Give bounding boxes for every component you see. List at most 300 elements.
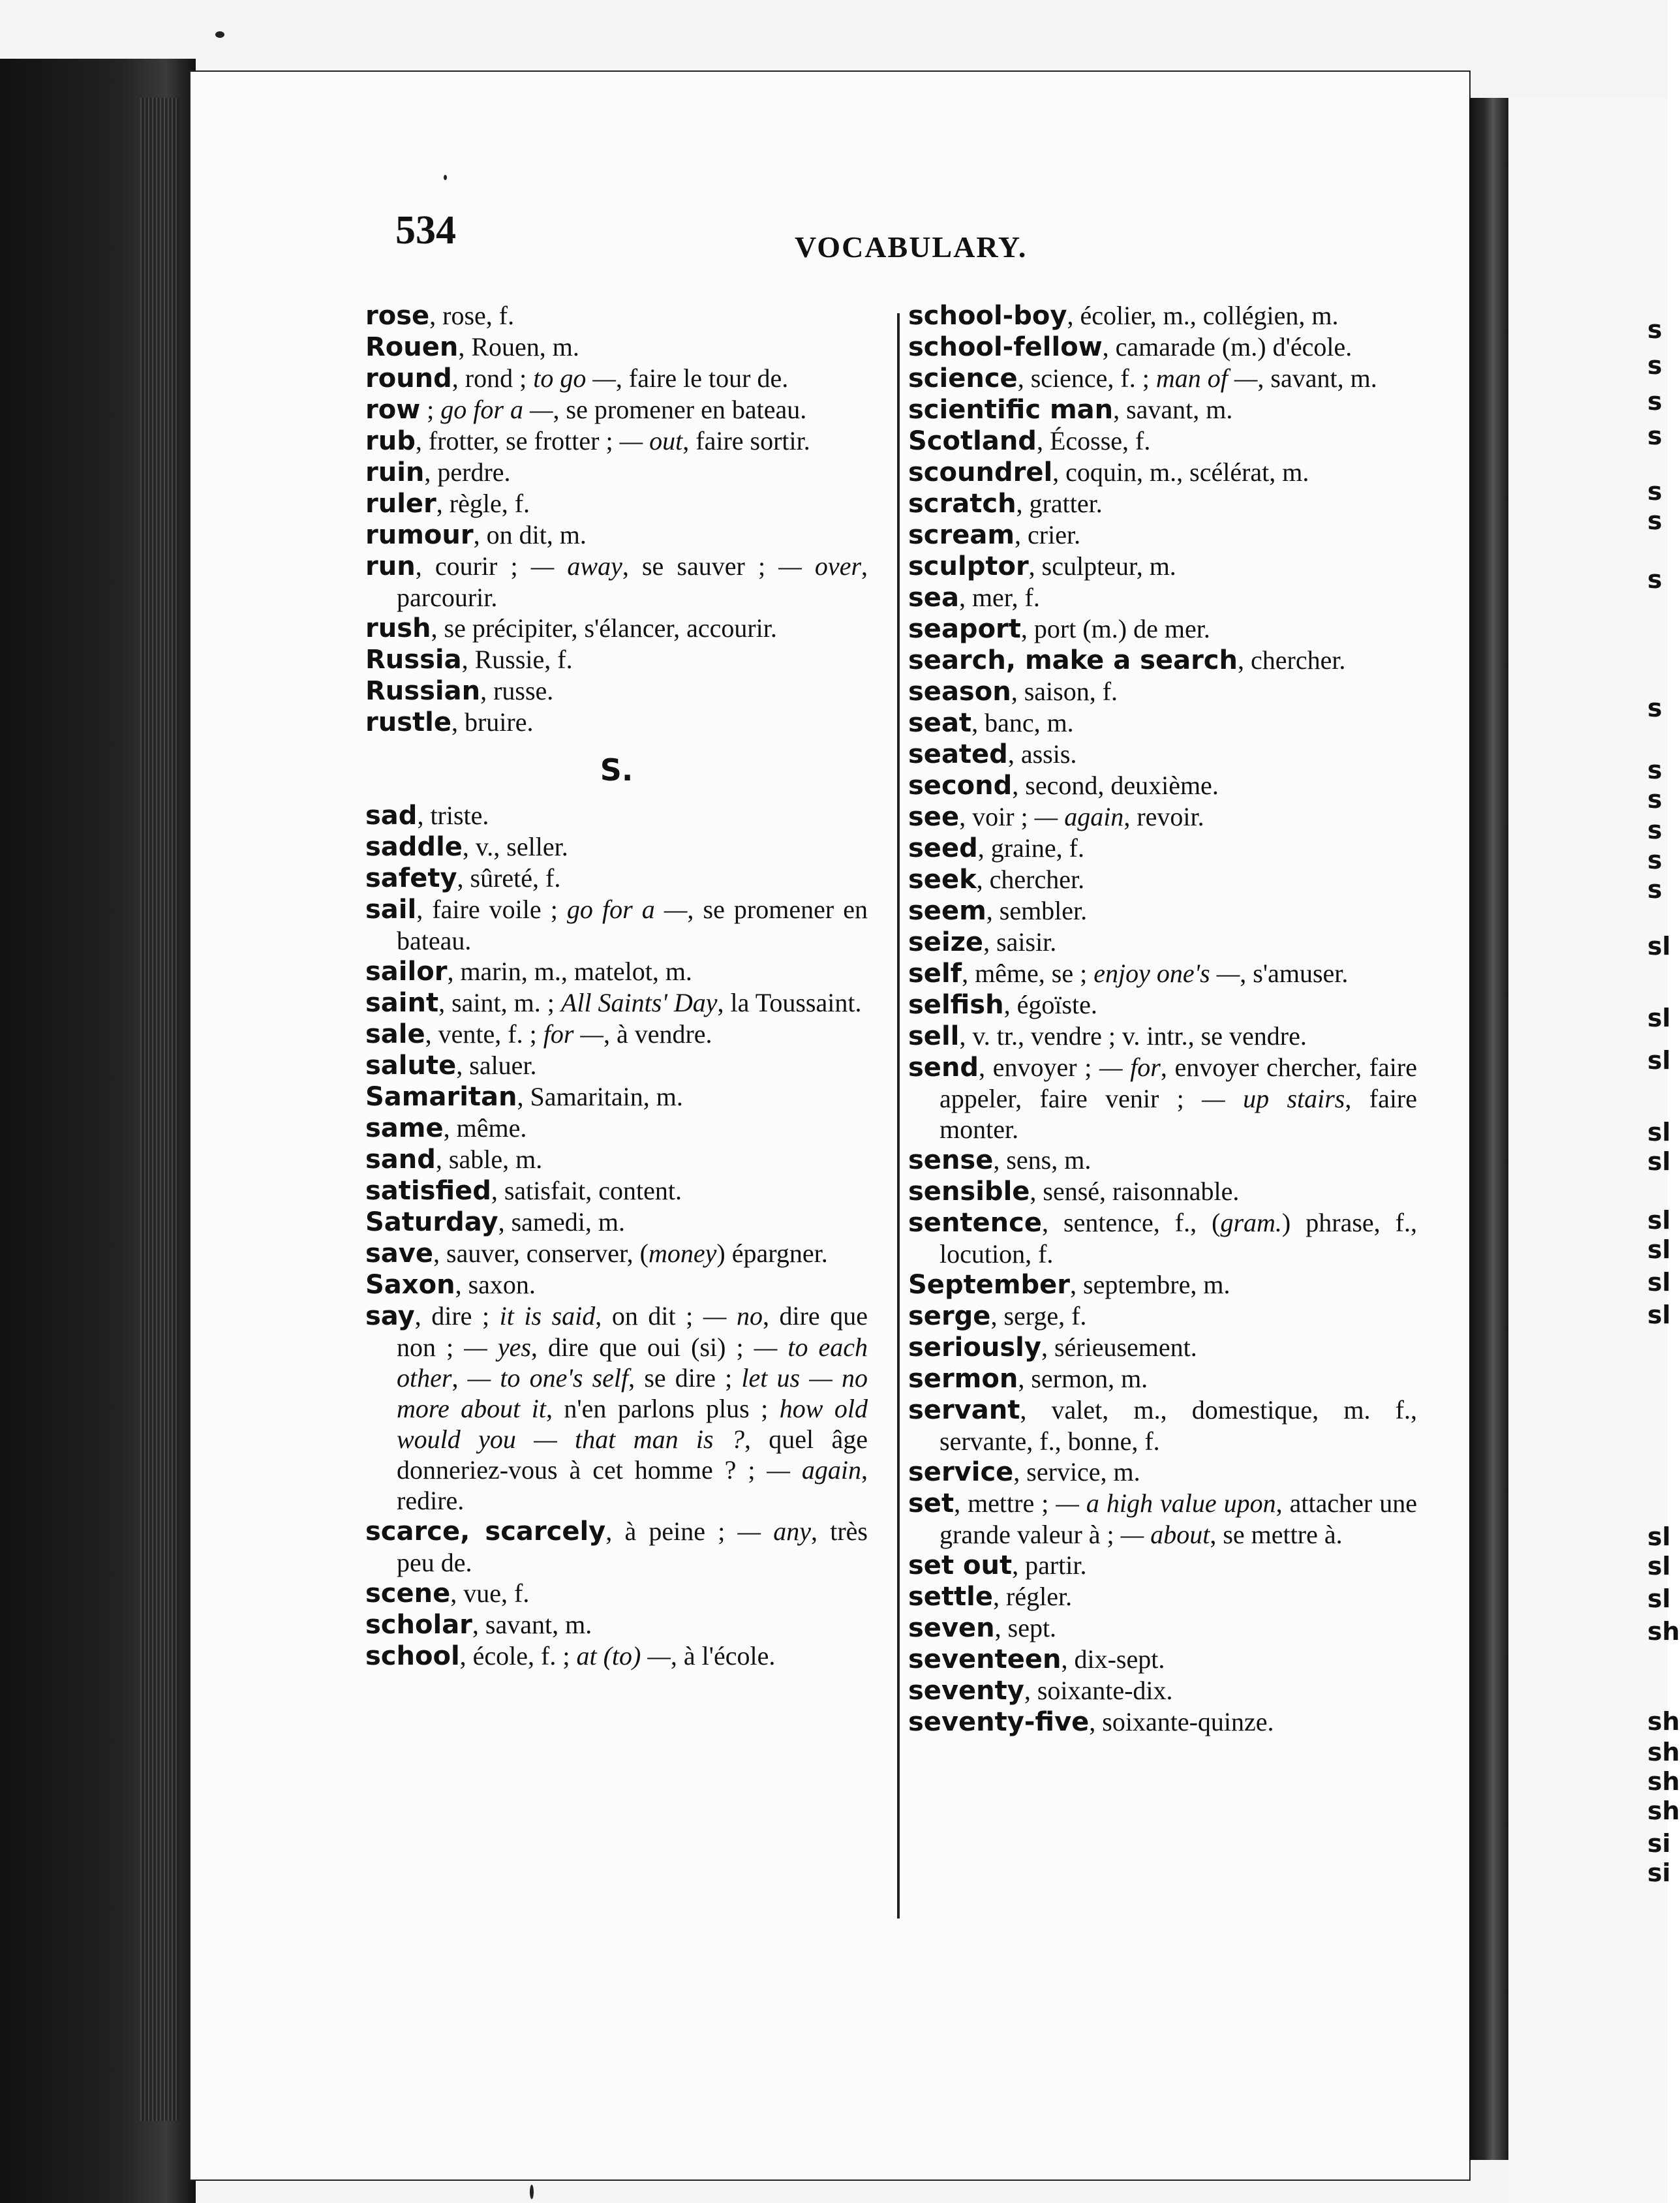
definition-text: , russe. xyxy=(480,676,554,705)
vocab-entry xyxy=(908,645,1417,676)
vocab-entry xyxy=(365,425,868,457)
definition-text: , redire. xyxy=(397,1455,868,1515)
definition-text: , savant, m. xyxy=(1113,395,1233,424)
headword: service xyxy=(908,1457,1014,1487)
definition-text: ) épargner. xyxy=(716,1239,828,1268)
definition-text: , samedi, m. xyxy=(498,1207,626,1237)
definition-text: , valet, m., domestique, m. f., servante, f., bonne, f. xyxy=(939,1395,1417,1456)
facing-page-fragment: sl xyxy=(1647,932,1671,961)
definition-text: , triste. xyxy=(417,801,489,830)
definition-text: , n'en parlons plus ; xyxy=(545,1394,780,1423)
headword: seventy-five xyxy=(908,1707,1090,1737)
headword: sailor xyxy=(365,957,448,987)
vocab-entry xyxy=(908,394,1417,425)
headword: seaport xyxy=(908,614,1021,644)
definition-text: ; xyxy=(420,395,441,424)
definition-text: ) phrase, f., locution, f. xyxy=(939,1208,1417,1269)
headword: scoundrel xyxy=(908,457,1053,487)
facing-page-fragment: s xyxy=(1647,846,1662,874)
definition-text: , envoyer ; xyxy=(979,1053,1099,1082)
headword: Russia xyxy=(365,645,462,675)
headword: see xyxy=(908,802,960,832)
italic-phrase: All Saints' Day xyxy=(560,988,718,1017)
vocab-entry xyxy=(365,1019,868,1050)
definition-text: , se dire ; xyxy=(628,1363,742,1393)
definition-text: , bruire. xyxy=(451,707,534,737)
headword: serge xyxy=(908,1301,991,1331)
vocab-entry xyxy=(908,707,1417,739)
definition-text: , camarade (m.) d'école. xyxy=(1102,332,1352,362)
facing-page-fragment: sl xyxy=(1647,1046,1671,1075)
column-rule xyxy=(897,313,900,1918)
vocab-entry xyxy=(908,833,1417,864)
definition-text: , xyxy=(451,1363,468,1393)
vocab-entry xyxy=(908,895,1417,927)
headword: scene xyxy=(365,1579,451,1609)
vocab-entry xyxy=(365,331,868,363)
definition-text: , saint, m. ; xyxy=(438,988,561,1017)
facing-page-fragment: sl xyxy=(1647,1147,1671,1176)
headword: seek xyxy=(908,865,977,895)
definition-text: , sable, m. xyxy=(435,1145,543,1174)
vocab-entry xyxy=(365,1081,868,1113)
headword: scream xyxy=(908,520,1015,550)
headword: sale xyxy=(365,1019,425,1049)
vocab-entry xyxy=(365,707,868,738)
headword: seem xyxy=(908,896,986,926)
vocab-entry xyxy=(908,1488,1417,1550)
headword: ruler xyxy=(365,489,436,519)
definition-text: , soixante-quinze. xyxy=(1089,1707,1274,1736)
italic-phrase: let us — no more about it xyxy=(397,1363,868,1423)
headword: Samaritan xyxy=(365,1082,517,1112)
headword: Saxon xyxy=(365,1270,455,1300)
definition-text: , sept. xyxy=(994,1613,1057,1642)
facing-page-fragment: s xyxy=(1647,351,1662,380)
definition-text: , saison, f. xyxy=(1011,677,1118,706)
vocab-entry xyxy=(908,1706,1417,1738)
definition-text: , saluer. xyxy=(456,1051,537,1080)
vocab-entry xyxy=(908,739,1417,770)
vocab-entry xyxy=(365,519,868,551)
vocab-entry xyxy=(908,958,1417,989)
vocab-entry xyxy=(365,551,868,613)
vocab-entry xyxy=(365,1578,868,1609)
definition-text: , dire que non ; xyxy=(397,1301,868,1362)
facing-page-fragment: sl xyxy=(1647,1235,1671,1264)
vocab-entry xyxy=(908,1269,1417,1301)
headword: Russian xyxy=(365,676,481,706)
definition-text: , septembre, m. xyxy=(1070,1270,1230,1299)
vocab-entry xyxy=(908,519,1417,551)
facing-page-fragment: sl xyxy=(1647,1268,1671,1297)
headword: set out xyxy=(908,1550,1013,1580)
definition-text: , école, f. ; xyxy=(459,1641,577,1671)
italic-phrase: — away xyxy=(530,551,622,581)
headword: seriously xyxy=(908,1333,1041,1363)
vocab-entry xyxy=(908,613,1417,645)
italic-phrase: to go — xyxy=(533,363,616,393)
definition-text: , satisfait, content. xyxy=(491,1176,682,1205)
definition-text: , marin, m., matelot, m. xyxy=(447,957,692,986)
definition-text: , régler. xyxy=(993,1582,1073,1611)
definition-text: , v., seller. xyxy=(462,832,568,861)
vocab-entry xyxy=(365,1269,868,1301)
definition-text: , sculpteur, m. xyxy=(1028,551,1176,581)
headword: seize xyxy=(908,927,984,957)
definition-text: , sensé, raisonnable. xyxy=(1030,1177,1240,1206)
headword: Scotland xyxy=(908,426,1037,456)
definition-text: , règle, f. xyxy=(436,489,530,518)
definition-text: , sérieusement. xyxy=(1041,1333,1197,1362)
vocab-entry xyxy=(908,1675,1417,1706)
definition-text: , savant, m. xyxy=(472,1610,592,1639)
definition-text: , gratter. xyxy=(1016,489,1103,518)
definition-text: , savant, m. xyxy=(1257,363,1377,393)
vocab-entry xyxy=(365,613,868,644)
headword: sensible xyxy=(908,1177,1030,1207)
vocab-entry xyxy=(908,1332,1417,1363)
facing-page-fragment: s xyxy=(1647,315,1662,344)
italic-phrase: — up stairs xyxy=(1202,1084,1345,1113)
running-head: VOCABULARY. xyxy=(795,230,1028,264)
headword: second xyxy=(908,771,1013,801)
facing-page-fragment: sh xyxy=(1647,1707,1680,1736)
vocab-entry xyxy=(365,1641,868,1672)
vocab-entry xyxy=(365,1238,868,1269)
definition-text: , parcourir. xyxy=(397,551,868,612)
definition-text: , crier. xyxy=(1015,520,1081,549)
vocab-entry xyxy=(365,987,868,1019)
book-gutter xyxy=(1469,98,1508,2160)
definition-text: , égoïste. xyxy=(1003,990,1097,1019)
headword: season xyxy=(908,677,1011,707)
definition-text: , assis. xyxy=(1007,739,1077,769)
vocab-entry xyxy=(908,1052,1417,1145)
vocab-entry xyxy=(365,1516,868,1578)
vocab-entry xyxy=(365,1207,868,1238)
headword: Saturday xyxy=(365,1207,498,1237)
vocab-entry xyxy=(908,1207,1417,1269)
definition-text: , faire le tour de. xyxy=(615,363,789,393)
scan-speck xyxy=(530,2185,534,2199)
headword: school-fellow xyxy=(908,332,1103,362)
definition-text: , envoyer chercher, faire appeler, faire venir ; xyxy=(939,1053,1417,1113)
headword: ruin xyxy=(365,457,425,487)
definition-text: , serge, f. xyxy=(990,1301,1087,1331)
vocab-entry xyxy=(365,800,868,831)
definition-text: , vue, f. xyxy=(450,1579,530,1608)
definition-text: , se promener en bateau. xyxy=(553,395,807,424)
italic-phrase: go for a — xyxy=(566,895,688,924)
definition-text: , mettre ; xyxy=(954,1488,1056,1518)
headword: servant xyxy=(908,1395,1020,1425)
facing-page-fragment: s xyxy=(1647,694,1662,722)
vocab-entry xyxy=(908,770,1417,801)
definition-text: , attacher une grande valeur à ; xyxy=(939,1488,1417,1549)
definition-text: , dix-sept. xyxy=(1061,1644,1165,1674)
vocab-entry xyxy=(908,801,1417,833)
facing-page-fragment: sh xyxy=(1647,1767,1680,1796)
vocab-entry xyxy=(365,894,868,956)
definition-text: , rond ; xyxy=(451,363,534,393)
vocab-entry xyxy=(908,457,1417,488)
headword: rose xyxy=(365,301,430,331)
italic-phrase: at (to) — xyxy=(576,1641,671,1671)
headword: seated xyxy=(908,739,1008,769)
vocab-entry xyxy=(365,831,868,863)
vocab-entry xyxy=(908,864,1417,895)
definition-text: , sauver, conserver, ( xyxy=(433,1239,649,1268)
definition-text: , sentence, f., ( xyxy=(1041,1208,1221,1237)
italic-phrase: it is said xyxy=(499,1301,596,1331)
vocab-entry xyxy=(365,863,868,894)
definition-text: , partir. xyxy=(1012,1550,1087,1580)
headword: send xyxy=(908,1053,979,1083)
vocab-entry xyxy=(908,1301,1417,1332)
italic-phrase: — for xyxy=(1099,1053,1161,1082)
definition-text: , saisir. xyxy=(983,927,1057,957)
definition-text: , à peine ; xyxy=(605,1517,738,1546)
facing-page-fragment: s xyxy=(1647,506,1662,535)
facing-page-fragment: s xyxy=(1647,477,1662,506)
definition-text: , chercher. xyxy=(976,865,1085,894)
headword: row xyxy=(365,395,421,425)
definition-text: , saxon. xyxy=(455,1270,536,1299)
headword: sermon xyxy=(908,1364,1018,1394)
vocab-entry xyxy=(365,956,868,987)
vocab-entry xyxy=(908,1363,1417,1394)
italic-phrase: — about xyxy=(1120,1520,1210,1549)
headword: sail xyxy=(365,895,417,925)
vocab-entry xyxy=(365,1175,868,1207)
facing-page-fragment: sl xyxy=(1647,1552,1671,1580)
headword: settle xyxy=(908,1582,994,1612)
section-letter: S. xyxy=(600,752,634,788)
headword: sell xyxy=(908,1021,960,1051)
facing-page-fragment: s xyxy=(1647,422,1662,450)
vocab-entry xyxy=(908,425,1417,457)
vocab-entry xyxy=(908,989,1417,1021)
facing-page-fragment: s xyxy=(1647,756,1662,784)
vocab-entry xyxy=(365,363,868,394)
vocab-entry xyxy=(908,676,1417,707)
definition-text: , vente, f. ; xyxy=(425,1019,543,1049)
headword: selfish xyxy=(908,990,1004,1020)
italic-phrase: — to each other xyxy=(397,1333,868,1393)
headword: rub xyxy=(365,426,416,456)
definition-text: , à l'école. xyxy=(670,1641,776,1671)
headword: sad xyxy=(365,801,418,831)
headword: science xyxy=(908,363,1018,393)
italic-phrase: enjoy one's — xyxy=(1093,959,1240,988)
definition-text: , banc, m. xyxy=(971,708,1074,737)
facing-page-fragment: s xyxy=(1647,387,1662,416)
headword: say xyxy=(365,1301,415,1331)
facing-page-fragment: sh xyxy=(1647,1796,1680,1825)
headword: sense xyxy=(908,1145,994,1175)
definition-text: , courir ; xyxy=(415,551,531,581)
headword: search, make a search xyxy=(908,645,1238,675)
definition-text: , mer, f. xyxy=(958,583,1040,612)
headword: save xyxy=(365,1239,434,1269)
italic-phrase: how old would you — that man is ? xyxy=(397,1394,868,1454)
facing-page-fragment: s xyxy=(1647,816,1662,844)
definition-text: , frotter, se frotter ; xyxy=(415,426,620,455)
definition-text: , se sauver ; xyxy=(622,551,779,581)
facing-page-fragment: s xyxy=(1647,565,1662,594)
italic-phrase: — a high value upon xyxy=(1056,1488,1276,1518)
facing-page-fragment: sl xyxy=(1647,1004,1671,1032)
headword: scientific man xyxy=(908,395,1114,425)
vocab-entry xyxy=(908,1644,1417,1675)
italic-phrase: for — xyxy=(543,1019,603,1049)
italic-phrase: — out xyxy=(619,426,683,455)
vocab-entry xyxy=(365,394,868,425)
facing-page-fragment: sl xyxy=(1647,1522,1671,1551)
headword: saint xyxy=(365,988,439,1018)
definition-text: , Samaritain, m. xyxy=(517,1082,683,1111)
definition-text: , sens, m. xyxy=(993,1145,1092,1175)
definition-text: , sûreté, f. xyxy=(457,863,561,893)
headword: September xyxy=(908,1270,1070,1300)
definition-text: , faire monter. xyxy=(939,1084,1418,1144)
vocab-entry xyxy=(365,457,868,488)
definition-text: , Rouen, m. xyxy=(458,332,579,362)
italic-phrase: — no xyxy=(703,1301,763,1331)
facing-page-fragment: si xyxy=(1647,1858,1671,1887)
headword: saddle xyxy=(365,832,463,862)
vocab-entry xyxy=(908,1176,1417,1207)
facing-page-fragment: sl xyxy=(1647,1584,1671,1613)
definition-text: , chercher. xyxy=(1237,645,1346,675)
vocab-entry xyxy=(365,1113,868,1144)
vocab-entry xyxy=(908,1021,1417,1052)
headword: rumour xyxy=(365,520,474,550)
vocab-entry xyxy=(908,1394,1417,1456)
definition-text: , port (m.) de mer. xyxy=(1020,614,1210,643)
vocab-entry xyxy=(908,1456,1417,1488)
definition-text: , très peu de. xyxy=(397,1517,868,1577)
definition-text: , on dit, m. xyxy=(473,520,587,549)
definition-text: , se mettre à. xyxy=(1210,1520,1343,1549)
definition-text: , dire que oui (si) ; xyxy=(530,1333,754,1362)
facing-page-fragment: sl xyxy=(1647,1206,1671,1235)
scan-speck xyxy=(215,31,224,38)
vocab-entry xyxy=(908,331,1417,363)
headword: seven xyxy=(908,1613,995,1643)
headword: Rouen xyxy=(365,332,459,362)
italic-phrase: — to one's self xyxy=(467,1363,629,1393)
definition-text: , faire sortir. xyxy=(682,426,810,455)
headword: salute xyxy=(365,1051,457,1081)
definition-text: , perdre. xyxy=(424,457,511,487)
italic-phrase: — any xyxy=(737,1517,812,1546)
definition-text: , revoir. xyxy=(1123,802,1204,831)
definition-text: , faire voile ; xyxy=(416,895,567,924)
left-column xyxy=(365,300,868,1672)
definition-text: , second, deuxième. xyxy=(1012,771,1219,800)
headword: self xyxy=(908,959,962,989)
definition-text: , sermon, m. xyxy=(1018,1364,1148,1393)
headword: run xyxy=(365,551,416,581)
headword: school xyxy=(365,1641,460,1671)
scan-speck xyxy=(444,175,447,180)
definition-text: , la Toussaint. xyxy=(717,988,862,1017)
headword: seat xyxy=(908,708,972,738)
definition-text: , même. xyxy=(443,1113,527,1143)
definition-text: , service, m. xyxy=(1013,1457,1140,1487)
page-number: 534 xyxy=(395,208,456,253)
vocab-entry xyxy=(365,1609,868,1641)
headword: seed xyxy=(908,833,978,863)
definition-text: , Russie, f. xyxy=(461,645,573,674)
italic-phrase: — yes xyxy=(464,1333,531,1362)
definition-text: , à vendre. xyxy=(603,1019,712,1049)
facing-page-fragment: s xyxy=(1647,875,1662,904)
vocab-entry xyxy=(908,300,1417,331)
italic-phrase: go for a — xyxy=(440,395,553,424)
vocab-entry xyxy=(365,300,868,331)
facing-page xyxy=(1508,98,1680,2203)
facing-page-fragment: sh xyxy=(1647,1617,1680,1646)
definition-text: , Écosse, f. xyxy=(1036,426,1151,455)
headword: seventy xyxy=(908,1676,1024,1706)
definition-text: , se précipiter, s'élancer, accourir. xyxy=(431,613,777,643)
definition-text: , quel âge donneriez-vous à cet homme ? ; xyxy=(397,1425,868,1485)
italic-phrase: gram. xyxy=(1220,1208,1282,1237)
definition-text: , graine, f. xyxy=(977,833,1084,863)
italic-phrase: — over xyxy=(778,551,862,581)
vocab-entry xyxy=(365,1050,868,1081)
definition-text: , écolier, m., collégien, m. xyxy=(1067,301,1339,330)
definition-text: , rose, f. xyxy=(429,301,515,330)
definition-text: , se promener en bateau. xyxy=(397,895,868,955)
definition-text: , science, f. ; xyxy=(1017,363,1156,393)
headword: satisfied xyxy=(365,1176,491,1206)
vocab-entry xyxy=(908,363,1417,394)
facing-page-fragment: sl xyxy=(1647,1301,1671,1329)
facing-page-fragment: sh xyxy=(1647,1738,1680,1766)
definition-text: , voir ; xyxy=(959,802,1035,831)
headword: scholar xyxy=(365,1610,472,1640)
headword: sentence xyxy=(908,1208,1042,1238)
page-edge-stripes xyxy=(140,98,179,2121)
vocab-entry xyxy=(908,582,1417,613)
headword: same xyxy=(365,1113,444,1143)
definition-text: , dire ; xyxy=(414,1301,500,1331)
vocab-entry xyxy=(908,1581,1417,1612)
italic-phrase: man of — xyxy=(1155,363,1258,393)
vocab-entry xyxy=(908,1550,1417,1581)
headword: school-boy xyxy=(908,301,1067,331)
headword: scarce, scarcely xyxy=(365,1517,606,1547)
definition-text: , même, se ; xyxy=(962,959,1094,988)
vocab-entry xyxy=(365,488,868,519)
vocab-entry xyxy=(908,551,1417,582)
vocab-entry xyxy=(365,1301,868,1516)
definition-text: , v. tr., vendre ; v. intr., se vendre. xyxy=(959,1021,1307,1051)
vocab-entry xyxy=(365,1144,868,1175)
headword: sea xyxy=(908,583,959,613)
headword: set xyxy=(908,1488,955,1518)
facing-page-fragment: sl xyxy=(1647,1118,1671,1147)
facing-page-fragment: si xyxy=(1647,1829,1671,1858)
headword: rustle xyxy=(365,707,451,737)
italic-phrase: money xyxy=(649,1239,717,1268)
right-column xyxy=(908,300,1417,1738)
definition-text: , coquin, m., scélérat, m. xyxy=(1052,457,1309,487)
